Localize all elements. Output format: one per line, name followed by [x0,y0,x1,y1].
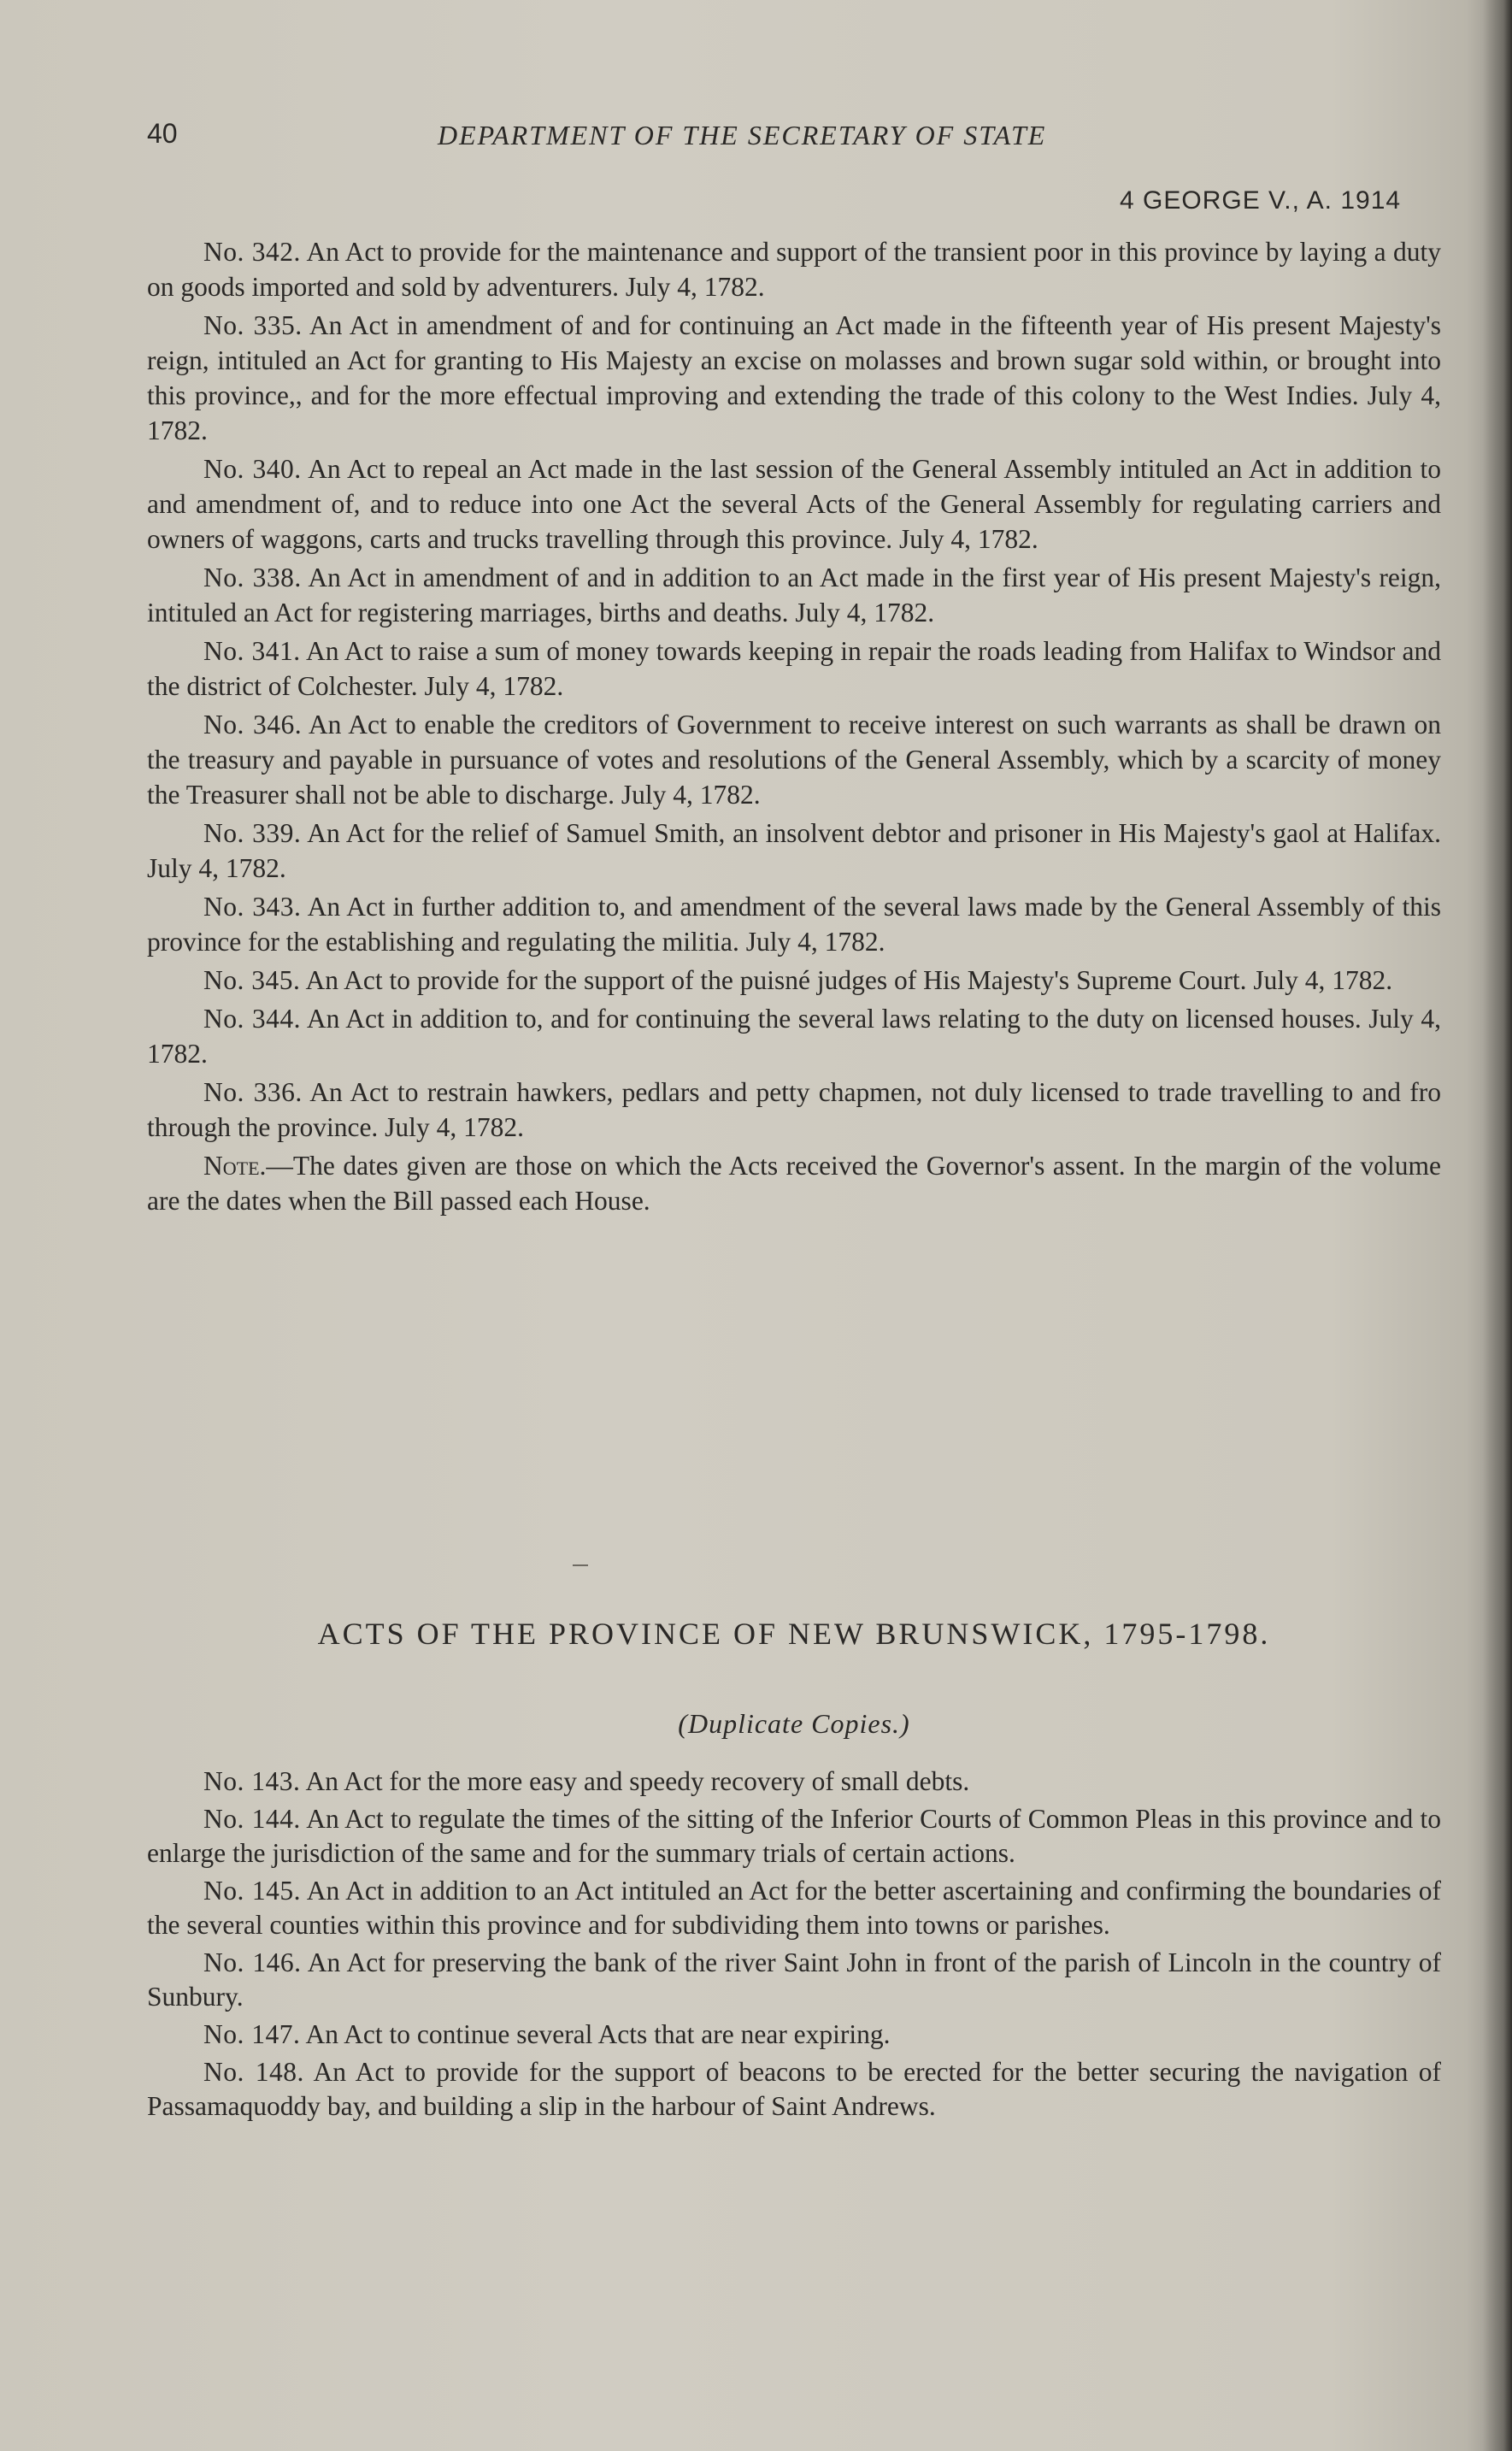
act-entry [147,1874,1441,1942]
act-description: An Act to restrain hawkers, pedlars and petty chapmen, not duly licensed to trade travelling to and fro through the province. July 4, 1782. [147,1077,1442,1142]
running-title: DEPARTMENT OF THE SECRETARY OF STATE [438,120,1047,150]
act-number: No. 346. [203,710,303,739]
act-entry [147,1075,1441,1145]
act-description: An Act to repeal an Act made in the last session of the General Assembly intituled an Act in addition to and amendment of, and to reduce into one Act the several Acts of the General Assembly for regulating carriers and owners of waggons, carts and trucks travelling through this province. July 4, 1782. [147,454,1441,554]
act-number: No. 146. [203,1947,302,1977]
act-number: No. 340. [203,454,302,484]
act-entry [147,1765,1441,1799]
act-description: An Act for the more easy and speedy recovery of small debts. [305,1766,970,1796]
act-entry [147,1001,1441,1071]
page-header [147,118,1446,161]
act-entry [147,816,1441,886]
act-entry [147,308,1441,448]
act-entry [147,560,1441,630]
nova-scotia-acts-list [147,234,1441,1222]
act-description: An Act to continue several Acts that are near expiring. [305,2019,891,2049]
act-description: An Act to enable the creditors of Government to receive interest on such warrants as shall be drawn on the treasury and payable in pursuance of votes and resolutions of the General Assembly, which by a scarcity of money the Treasurer shall not be able to discharge. July 4, 1782. [147,710,1442,810]
act-number: No. 147. [203,2019,301,2049]
act-entry [147,1802,1441,1871]
act-entry [147,633,1441,704]
act-number: No. 341. [203,636,301,666]
act-description: An Act in addition to an Act intituled an Act for the better ascertaining and confirming the boundaries of the several counties within this province and for subdividing them into towns or parishes. [147,1876,1441,1940]
new-brunswick-acts-list [147,1765,1441,2127]
act-entry [147,451,1441,557]
act-number: No. 148. [203,2057,304,2087]
act-description: An Act in addition to, and for continuing the several laws relating to the duty on licensed houses. July 4, 1782. [147,1004,1441,1069]
act-entry [147,2055,1441,2124]
act-entry [147,1946,1441,2014]
section-title: ACTS OF THE PROVINCE OF NEW BRUNSWICK, 1795-1798. [317,1617,1271,1651]
act-entry [147,889,1441,959]
act-number: No. 345. [203,965,301,995]
act-number: No. 336. [203,1077,303,1107]
act-number: No. 335. [203,310,303,340]
act-description: An Act to provide for the support of beacons to be erected for the better securing the navigation of Passamaquoddy bay, and building a slip in the harbour of Saint Andrews. [147,2057,1442,2121]
dates-note [147,1148,1441,1218]
act-number: No. 342. [203,237,301,267]
act-description: An Act in amendment of and for continuing an Act made in the fifteenth year of His present Majesty's reign, intituled an Act for granting to His Majesty an excise on molasses and brown sugar sold within, or brought into this province,, and for the more effectual improving and extending the trade of this colony to the West Indies. July 4, 1782. [147,310,1442,445]
page-number: 40 [147,118,178,149]
regnal-year: 4 GEORGE V., A. 1914 [1120,186,1402,215]
act-description: An Act for the relief of Samuel Smith, an insolvent debtor and prisoner in His Majesty's gaol at Halifax. July 4, 1782. [147,818,1442,883]
section-subtitle: (Duplicate Copies.) [678,1708,910,1739]
act-entry [147,234,1441,304]
act-description: An Act to raise a sum of money towards keeping in repair the roads leading from Halifax to Windsor and the district of Colchester. July 4, 1782. [147,636,1442,701]
act-description: An Act for preserving the bank of the river Saint John in front of the parish of Lincoln in the country of Sunbury. [147,1947,1442,2012]
act-description: An Act to provide for the maintenance and support of the transient poor in this province by laying a duty on goods imported and sold by adventurers. July 4, 1782. [147,237,1441,302]
act-number: No. 145. [203,1876,302,1906]
act-number: No. 143. [203,1766,301,1796]
act-description: An Act in further addition to, and amendment of the several laws made by the General Assembly of this province for the establishing and regulating the militia. July 4, 1782. [147,892,1442,957]
act-entry [147,707,1441,812]
act-entry [147,963,1441,998]
act-description: An Act to provide for the support of the puisné judges of His Majesty's Supreme Court. July 4, 1782. [305,965,1393,995]
act-number: No. 343. [203,892,302,922]
act-number: No. 144. [203,1804,301,1834]
section-divider [573,1564,588,1566]
act-number: No. 338. [203,563,302,592]
note-label: Note. [203,1151,267,1181]
act-number: No. 339. [203,818,302,848]
act-number: No. 344. [203,1004,302,1034]
act-description: An Act to regulate the times of the sitting of the Inferior Courts of Common Pleas in this province and to enlarge the jurisdiction of the same and for the summary trials of certain actions. [147,1804,1441,1868]
act-entry [147,2018,1441,2052]
note-text: —The dates given are those on which the Acts received the Governor's assent. In the margin of the volume are the dates when the Bill passed each House. [147,1151,1441,1216]
act-description: An Act in amendment of and in addition to an Act made in the first year of His present Majesty's reign, intituled an Act for registering marriages, births and deaths. July 4, 1782. [147,563,1442,627]
page-edge-shadow [1483,0,1512,2451]
